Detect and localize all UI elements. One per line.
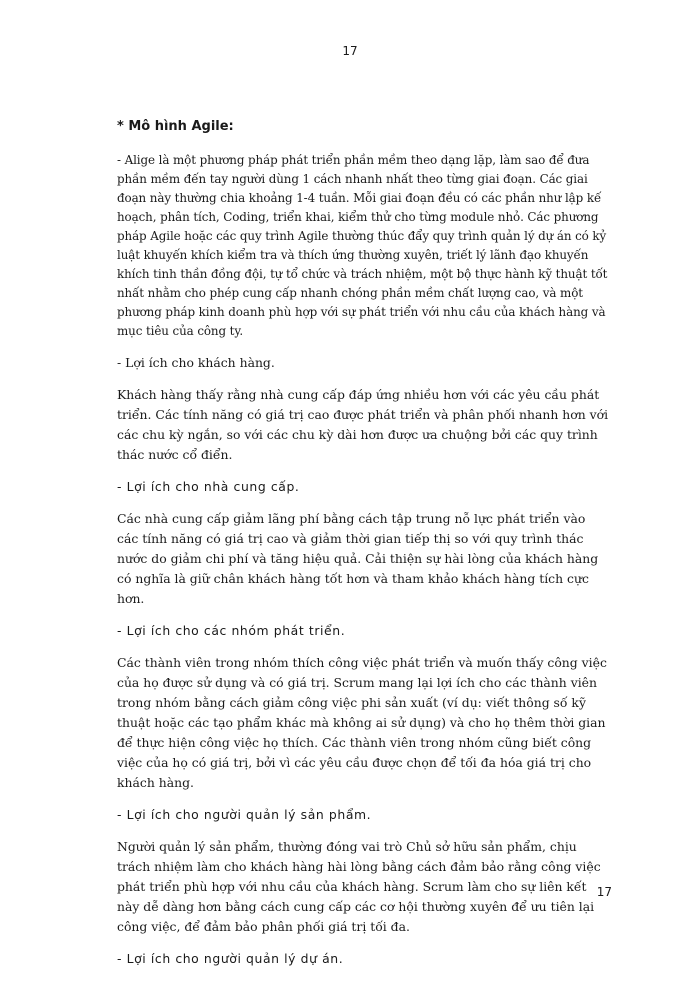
subheading-customer-benefits: - Lợi ích cho khách hàng. (117, 355, 275, 370)
paragraph-team-benefits: Các thành viên trong nhóm thích công việc phát triển và muốn thấy công việc của họ được sử dụng và có giá trị. Scrum mang lại lợi ích cho các thành viên trong nhóm bằng cách giảm công việc phi sản xuất (ví dụ: viết thông số kỹ thuật hoặc các tạo phẩm khác mà không ai sử dụng) và cho họ thêm thời gian để thực hiện công việc họ thích. Các thành viên trong nhóm cũng biết công việc của họ có giá trị, bởi vì các yêu cầu được chọn để tối đa hóa giá trị cho khách hàng. (117, 655, 607, 790)
page-content (117, 119, 609, 981)
page-number-top: 17 (342, 44, 358, 58)
page-number-bottom: 17 (596, 885, 612, 899)
paragraph-agile-definition: - Alige là một phương pháp phát triển phần mềm theo dạng lặp, làm sao để đưa phần mềm đến tay người dùng 1 cách nhanh nhất theo từng giai đoạn. Các giai đoạn này thường chia khoảng 1-4 tuần. Mỗi giai đoạn đều có các phần như lập kế hoạch, phân tích, Coding, triển khai, kiểm thử cho từng module nhỏ. Các phương pháp Agile hoặc các quy trình Agile thường thúc đẩy quy trình quản lý dự án có kỷ luật khuyến khích kiểm tra và thích ứng thường xuyên, triết lý lãnh đạo khuyến khích tinh thần đồng đội, tự tổ chức và trách nhiệm, một bộ thực hành kỹ thuật tốt nhất nhằm cho phép cung cấp nhanh chóng phần mềm chất lượng cao, và một phương pháp kinh doanh phù hợp với sự phát triển với nhu cầu của khách hàng và mục tiêu của công ty. (117, 153, 608, 338)
section-heading: * Mô hình Agile: (117, 119, 234, 134)
subheading-product-manager-benefits: - Lợi ích cho người quản lý sản phẩm. (117, 807, 372, 822)
paragraph-vendor-benefits: Các nhà cung cấp giảm lãng phí bằng cách tập trung nỗ lực phát triển vào các tính năng có giá trị cao và giảm thời gian tiếp thị so với quy trình thác nước do giảm chi phí và tăng hiệu quả. Cải thiện sự hài lòng của khách hàng có nghĩa là giữ chân khách hàng tốt hơn và tham khảo khách hàng tích cực hơn. (117, 511, 599, 606)
subheading-project-manager-benefits: - Lợi ích cho người quản lý dự án. (117, 951, 344, 966)
subheading-vendor-benefits: - Lợi ích cho nhà cung cấp. (117, 479, 300, 494)
paragraph-product-manager-benefits: Người quản lý sản phẩm, thường đóng vai trò Chủ sở hữu sản phẩm, chịu trách nhiệm làm cho khách hàng hài lòng bằng cách đảm bảo rằng công việc phát triển phù hợp với nhu cầu của khách hàng. Scrum làm cho sự liên kết này dễ dàng hơn bằng cách cung cấp các cơ hội thường xuyên để ưu tiên lại công việc, để đảm bảo phân phối giá trị tối đa. (117, 839, 601, 934)
paragraph-customer-benefits: Khách hàng thấy rằng nhà cung cấp đáp ứng nhiều hơn với các yêu cầu phát triển. Các tính năng có giá trị cao được phát triển và phân phối nhanh hơn với các chu kỳ ngắn, so với các chu kỳ dài hơn được ưa chuộng bởi các quy trình thác nước cổ điển. (117, 387, 609, 462)
subheading-team-benefits: - Lợi ích cho các nhóm phát triển. (117, 623, 346, 638)
